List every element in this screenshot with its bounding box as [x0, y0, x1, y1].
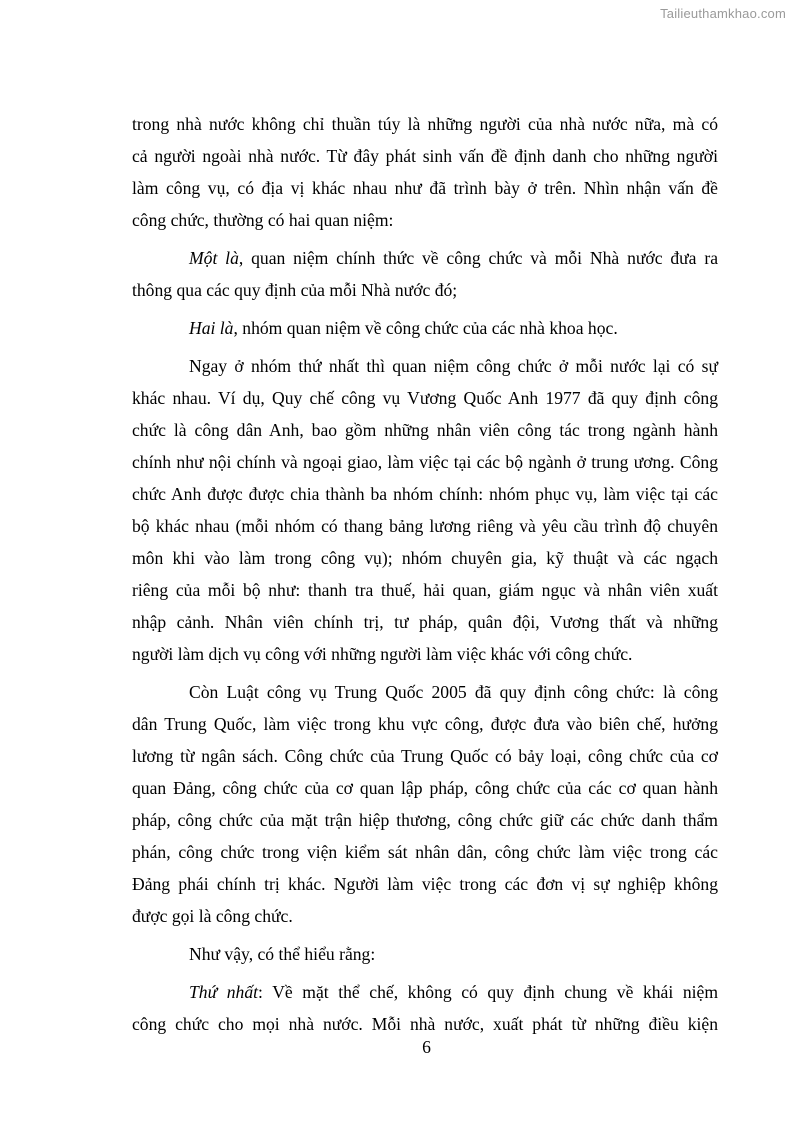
text-line: cả người ngoài nhà nước. Từ đây phát sinh vấn đề định danh cho những người — [132, 146, 718, 166]
text-line-rest: nhóm quan niệm về công chức của các nhà khoa học. — [242, 318, 618, 338]
text-line: công chức cho mọi nhà nước. Mỗi nhà nước, xuất phát từ những điều kiện — [132, 1014, 718, 1034]
text-line: trong nhà nước không chỉ thuần túy là những người của nhà nước nữa, mà có — [132, 114, 718, 134]
lead-separator: , — [233, 318, 243, 338]
text-line: pháp, công chức của mặt trận hiệp thương, công chức giữ các chức danh thẩm — [132, 810, 718, 830]
text-line — [132, 312, 718, 344]
lead-separator: , — [238, 248, 252, 268]
text-line: chức Anh được được chia thành ba nhóm chính: nhóm phục vụ, làm việc tại các — [132, 484, 718, 504]
text-line: Ngay ở nhóm thứ nhất thì quan niệm công chức ở mỗi nước lại có sự — [189, 356, 718, 376]
text-line: Như vậy, có thể hiểu rằng: — [189, 944, 376, 964]
text-line: được gọi là công chức. — [132, 906, 293, 926]
text-line: chính như nội chính và ngoại giao, làm việc tại các bộ ngành ở trung ương. Công — [132, 452, 718, 472]
text-line: dân Trung Quốc, làm việc trong khu vực công, được đưa vào biên chế, hưởng — [132, 714, 718, 734]
italic-lead-hai-la: Hai là — [189, 318, 234, 338]
text-line: làm công vụ, có địa vị khác nhau như đã trình bày ở trên. Nhìn nhận vấn đề — [132, 178, 718, 198]
text-line: bộ khác nhau (mỗi nhóm có thang bảng lương riêng và yêu cầu trình độ chuyên — [132, 516, 718, 536]
text-line: quan Đảng, công chức của cơ quan lập pháp, công chức của các cơ quan hành — [132, 778, 718, 798]
watermark: Tailieuthamkhao.com — [660, 6, 786, 21]
text-line: người làm dịch vụ công với những người làm việc khác với công chức. — [132, 644, 633, 664]
body-text — [132, 108, 718, 1040]
lead-separator: : — [258, 982, 273, 1002]
text-line — [132, 242, 718, 274]
text-line: nhập cảnh. Nhân viên chính trị, tư pháp, quân đội, Vương thất và những — [132, 612, 718, 632]
text-line-rest: quan niệm chính thức về công chức và mỗi Nhà nước đưa ra — [251, 248, 719, 268]
text-line: riêng của mỗi bộ như: thanh tra thuế, hải quan, giám ngục và nhân viên xuất — [132, 580, 718, 600]
text-line: lương từ ngân sách. Công chức của Trung Quốc có bảy loại, công chức của cơ — [132, 746, 718, 766]
text-line: môn khi vào làm trong công vụ); nhóm chuyên gia, kỹ thuật và các ngạch — [132, 548, 718, 568]
text-line: khác nhau. Ví dụ, Quy chế công vụ Vương Quốc Anh 1977 đã quy định công — [132, 388, 718, 408]
page-number: 6 — [422, 1037, 431, 1057]
text-line — [132, 976, 718, 1008]
text-line: Đảng phái chính trị khác. Người làm việc trong các đơn vị sự nghiệp không — [132, 874, 718, 894]
text-line: phán, công chức trong viện kiểm sát nhân dân, công chức làm việc trong các — [132, 842, 718, 862]
text-line: thông qua các quy định của mỗi Nhà nước đó; — [132, 280, 458, 300]
text-line: chức là công dân Anh, bao gồm những nhân viên công tác trong ngành hành — [132, 420, 718, 440]
text-line: Còn Luật công vụ Trung Quốc 2005 đã quy định công chức: là công — [189, 682, 718, 702]
text-line-rest: Về mặt thể chế, không có quy định chung về khái niệm — [272, 982, 719, 1002]
italic-lead-thu-nhat: Thứ nhất — [189, 982, 259, 1002]
text-line: công chức, thường có hai quan niệm: — [132, 210, 394, 230]
italic-lead-mot-la: Một là — [189, 248, 239, 268]
